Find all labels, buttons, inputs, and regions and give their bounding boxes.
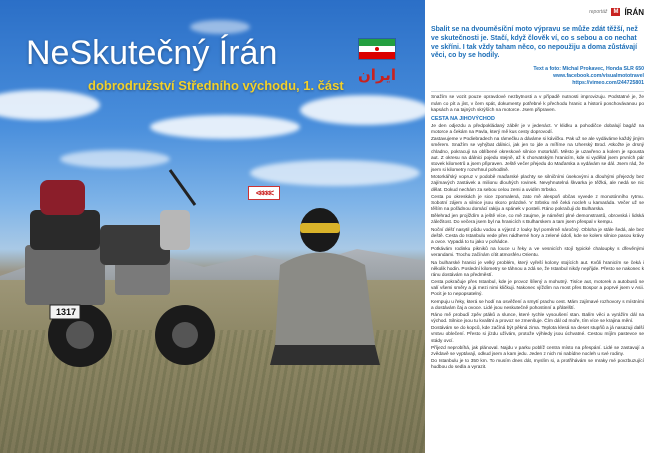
body-paragraph: Kempuju u řeky, která se hodí na osvěžení a smytí prachu cest. Mám zajímavé rozhovory s místními a dostávám čaj a ovoce. Lidé jsou neskutečně pohostinní a přátelští.	[431, 299, 644, 311]
body-paragraph: Ráno mě probudí zpěv ptáků a slunce, které rychle vysoušení stan. Balím věci a vyrážím dál na východ. Silnice jsou tu kvalitní a provoz se zmenšuje. Čím dál od moře, tím více se krajina mění.	[431, 312, 644, 325]
body-paragraph: Potkávám rodinku pikniků na louce u řeky a ve vesnicích stojí typické chaloupky s dřevěnými verandami. Trochu začínám cítit atmosféru Orientu.	[431, 247, 644, 259]
credits	[431, 66, 644, 87]
body-paragraph: Na bulharské hranici je velký problém, který vyřeší kolony stojících aut. Kvůli hranicím se čeká i několik hodin. Poslední kilometry se táhnou a zdá se, že Istanbul nikdy nepřijde. Přesto se nakonec k ránu dostávám na předměstí.	[431, 260, 644, 278]
body-paragraph: Bělehrad jen projíždím a ještě více, co mě zaujme, je náměstí plné demonstrantů, obrovská i lidská záležitost. Do večera jsem byl na hranicích s Bulharskem a tam jsem přespal v kempu.	[431, 214, 644, 226]
article-body	[431, 95, 644, 371]
chevron-road-sign: <<<<<	[248, 186, 280, 200]
motorcycle-illustration	[20, 150, 220, 380]
iran-flag-icon	[358, 38, 396, 60]
section-label: reportáž	[589, 9, 608, 15]
body-paragraph: Zastavujeme v Podiebradech na rámečku a dáváme si kávičku. Pak už se ale vydáváme každý jiným směrem. Snažím se vyhýbat dálnici, jak jen to jde a míříme na Uherský Brod. Atkožte je drsný chladno, pokracuji na oblíbené okreskové silnice motorkáři. Město je uzavřeno a kolem je spousta aut. Z okresu na dálnici pojedu stejně, až k chorvatským hranicím, kde si vydělal jsem prvních pár stovek kilometrů a jsem připraven. Ještě večer přejedu do Maďarska a vydávám se dál. Jsem rád, že jsem si kilometry rozvrhnul pohodlně.	[431, 137, 644, 174]
divider	[431, 91, 644, 92]
body-paragraph: Noční déšť nasytil půdu vodou a výjezd z louky byl poměrně náročný. Obloha je stále šedá, ale bez deště. Cesta do Istanbulu vede přes nádherné hory a zelené údolí, kde se kolem silnice pasou krávy a ovce. Vypadá to tu jako v pohádce.	[431, 227, 644, 245]
article-title: NeSkutečný Írán	[26, 34, 278, 72]
credit-vimeo-link[interactable]: https://vimeo.com/244725801	[572, 80, 644, 87]
cloud	[150, 115, 300, 139]
body-paragraph: Snažím se vozit pouze opravdové nezbytnosti a v případě nutnosti improvizuju. Podstatné je, že mám co pít a jíst, v čem spát, dokumenty potřebné k přechodu hranic a historii poschovávanou po kapsách a na tajných skrýších na motorce. Jsem připraven.	[431, 95, 644, 113]
body-paragraph: Příjezd neprobíhá, jak plánoval. Najdu v parku poblíž centra místo na přespání. Lidé se zastavují a zvědavě se vyptávají, odkud jsem a kam jedu. Jeden z nich mi nabídne nocleh u své rodiny.	[431, 345, 644, 357]
article-subtitle: dobrodružství Středního východu, 1. část	[88, 78, 344, 93]
cloud	[250, 160, 420, 186]
red-bag	[40, 180, 85, 215]
rider-jacket	[275, 253, 375, 346]
body-paragraph: Cesta pokračuje přes Istanbul, kde je provoz šílený a mohutný. Tisíce aut, motorek a autobusů se valí všemi směry a já mezi nimi kličkuji. Nakonec vjíždím na most přes Bospor a poprvé jsem v Asii. Pocit je to nepopsatelný.	[431, 280, 644, 298]
body-paragraph: Dostávám se do kopců, kde začíná být pěkná zima. Teplota klesá na deset stupňů a já nasazuji další vrstvu oblečení. Přesto si jízdu užívám, protože výhledy jsou úchvatné. Cestou míjím pastevce se stády ovcí.	[431, 326, 644, 344]
body-paragraph: Je den odjezdu a předpokládaný záběr je v jedenáct. V klidku a pohodičce dobalují bagáž na motorce a čekám na Pavla, který mě kus cesty doprovodí.	[431, 123, 644, 136]
license-plate-number: 1317	[55, 307, 77, 317]
article-text-page	[425, 0, 650, 453]
section-heading: CESTA NA JIHOVÝCHOD	[431, 115, 495, 122]
running-header	[431, 6, 644, 18]
body-paragraph: Do Istanbulu je to 350 km. To musím dnes dát, myslím si, a protřihávám se mraky mé povzbuzující hudbou do sedla a vyrazit.	[431, 359, 644, 371]
cloud	[300, 95, 425, 125]
body-paragraph: Motorkářský vopruz v podobě maďarské plachty se silničními úsekovými a dlouhými přejezdy bez zajímavých zastávek a milionu dlouhých rovinek. Nevyhnutelná škvarka je těžká, ale nedá se nic dělat. Dokud nechám za sebou celou zemi a uvidím Srbsko.	[431, 175, 644, 193]
magazine-logo-icon: M	[613, 9, 619, 15]
lead-paragraph: Sbalit se na dvouměsíční moto výpravu se může zdát těžší, než ve skutečnosti je. Stačí, když člověk ví, co s sebou a co nechat ve skříni. I tak vždy taham něco, co nepoužiju a doma zůstávají věci, co by se hodily.	[431, 26, 638, 60]
country-label: ÍRÁN	[624, 7, 644, 17]
cloud	[190, 20, 250, 34]
arabic-iran-label: ایران	[358, 66, 397, 84]
left-pannier	[25, 245, 105, 305]
top-bag	[30, 210, 100, 250]
body-paragraph: Cesta po okreskách je sice zpomalená, zato mě alespoň občas vyvede z monotónního rytmu. Sobotní zájem a silnice jsou skoro prázdné. V Srbsku mě čeká nocleh u kamaráda. Večer už se těším na pořádnou domácí rakiju a spánek v posteli. Ráno pokračuji do Bulharska.	[431, 194, 644, 213]
rider-illustration	[265, 205, 385, 365]
credit-facebook-link[interactable]: www.facebook.com/visualmototravel	[553, 73, 644, 80]
credit-author: Text a foto: Michal Prokavec, Honda SLR 650	[533, 66, 644, 73]
cloud	[0, 90, 100, 120]
